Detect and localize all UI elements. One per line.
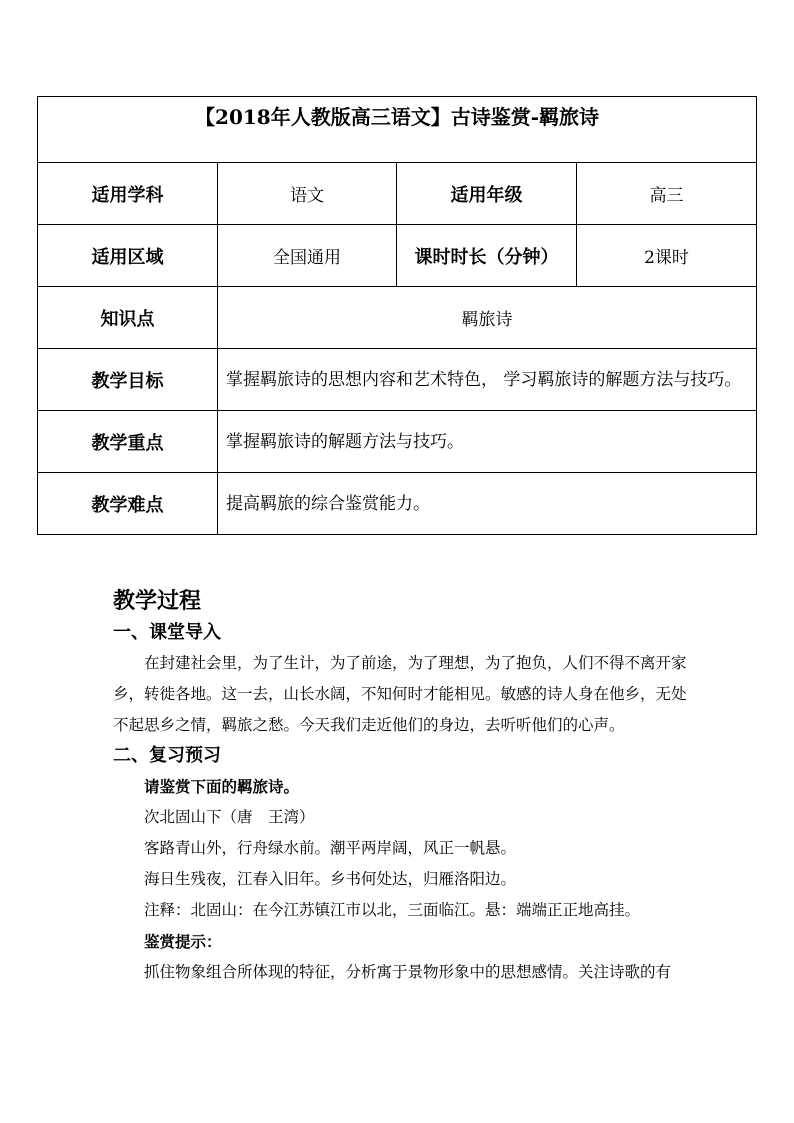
section1-heading: 一、课堂导入	[113, 622, 221, 643]
info-table	[37, 96, 757, 535]
difficulty-value: 提高羁旅的综合鉴赏能力。	[218, 473, 757, 535]
goal-value: 掌握羁旅诗的思想内容和艺术特色， 学习羁旅诗的解题方法与技巧。	[218, 349, 757, 411]
prompt-text: 请鉴赏下面的羁旅诗。	[144, 777, 300, 796]
region-label: 适用区域	[38, 225, 218, 287]
poem-line: 海日生残夜，江春入旧年。乡书何处达，归雁洛阳边。	[144, 870, 517, 888]
subject-value: 语文	[218, 163, 397, 225]
hint-text: 抓住物象组合所体现的特征，分析寓于景物形象中的思想感情。关注诗歌的有	[144, 963, 672, 981]
poem-line: 客路青山外，行舟绿水前。潮平两岸阔，风正一帆悬。	[144, 839, 517, 857]
duration-label: 课时时长（分钟）	[397, 225, 577, 287]
duration-value: 2课时	[577, 225, 757, 287]
poem-title: 次北固山下（唐 王湾）	[144, 808, 315, 826]
table-row	[38, 287, 757, 349]
subject-label: 适用学科	[38, 163, 218, 225]
knowledge-label: 知识点	[38, 287, 218, 349]
annotation-note: 注释：北固山：在今江苏镇江市以北，三面临江。悬：端端正正地高挂。	[144, 901, 641, 919]
table-row	[38, 473, 757, 535]
section2-heading: 二、复习预习	[113, 745, 221, 766]
grade-label: 适用年级	[397, 163, 577, 225]
region-value: 全国通用	[218, 225, 397, 287]
process-heading: 教学过程	[113, 588, 202, 614]
goal-label: 教学目标	[38, 349, 218, 411]
grade-value: 高三	[577, 163, 757, 225]
focus-value: 掌握羁旅诗的解题方法与技巧。	[218, 411, 757, 473]
hint-label: 鉴赏提示：	[144, 932, 222, 951]
document-title: 【2018年人教版高三语文】古诗鉴赏-羁旅诗	[38, 97, 757, 163]
knowledge-value: 羁旅诗	[218, 287, 757, 349]
intro-paragraph: 在封建社会里，为了生计，为了前途，为了理想，为了抱负，人们不得不离开家乡，转徙各地。这一去，山长水阔，不知何时才能相见。敏感的诗人身在他乡，无处不起思乡之情，羁旅之愁。今天我们走近他们的身边，去听听他们的心声。	[113, 654, 687, 734]
table-row	[38, 411, 757, 473]
teaching-process	[113, 584, 688, 988]
difficulty-label: 教学难点	[38, 473, 218, 535]
table-row	[38, 225, 757, 287]
table-row	[38, 163, 757, 225]
table-row	[38, 349, 757, 411]
focus-label: 教学重点	[38, 411, 218, 473]
